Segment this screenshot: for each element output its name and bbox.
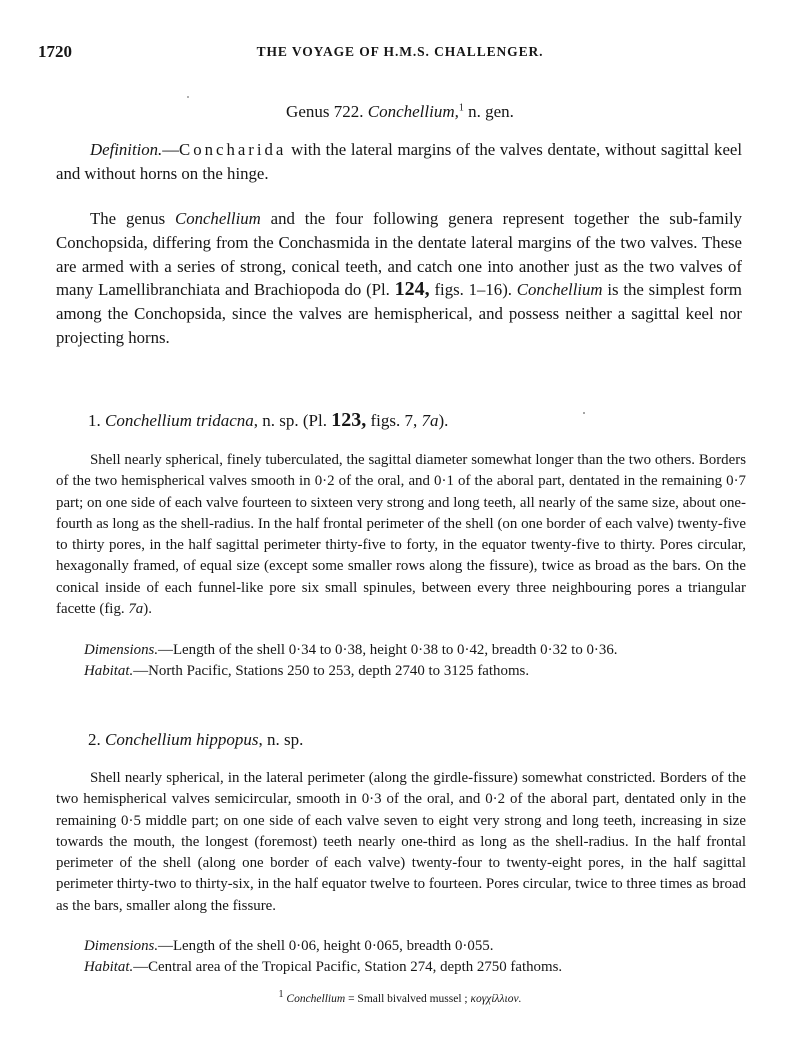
footnote: $^1$ Conchellium = Small bivalved mussel ; κογχίλλιον. [278,989,522,1005]
species-1-habitat: Habitat.—North Pacific, Stations 250 to 253, depth 2740 to 3125 fathoms. [84,663,530,679]
running-title: THE VOYAGE OF H.M.S. CHALLENGER. [256,44,544,59]
family-name: Concharida [179,140,287,159]
species-2-description: Shell nearly spherical, in the lateral perimeter (along the girdle-fissure) somewhat constricted. Borders of the two hemispherical valves semicircular, smooth in 0·3 of the oral, and 0·2 of the aboral part, dentated only in the remaining 0·5 middle part; on one side of each valve seven to eight very strong and long teeth, increasing in size towards the mouth, the longest (foremost) teeth nearly one-third as long as the shell-radius. In the half frontal perimeter of the shell (along one border of each valve) twenty-four to twenty-eight pores, in the half sagittal perimeter thirty-two to thirty-six, in the half equator twelve to fourteen. Pores circular, twice to three times as broad as the bars, smaller along the fissure. [56,770,746,914]
greek-term: κογχίλλιον. [470,992,522,1005]
genus-name: Conchellium, [367,102,459,121]
print-speck [187,96,189,98]
species-2-dimensions: Dimensions.—Length of the shell 0·06, height 0·065, breadth 0·055. [84,938,494,954]
species-1-description: Shell nearly spherical, finely tuberculated, the sagittal diameter somewhat longer than the two others. Borders of the two hemispherical valves smooth in 0·2 of the oral, and 0·1 of the aboral part, dentated in the remaining 0·7 part; on one side of each valve fourteen to sixteen very strong and long teeth, all nearly of the same size, about one-fourth as long as the shell-radius. In the half frontal perimeter of the shell (on one border of each valve) twenty-five to thirty pores, in the half sagittal perimeter thirty-five to forty, in the equator twenty-five to thirty. Pores circular, hexagonally framed, of equal size (except some smaller rows along the fissure), twice as broad as the bars. On the conical inside of each funnel-like pore six small spinules, between every three neighbouring pores a triangular facette (fig. 7a). [56,452,746,618]
dimensions-label: Dimensions. [84,938,159,954]
definition-label: Definition. [90,140,163,159]
dimensions-label: Dimensions. [84,642,159,658]
habitat-label: Habitat. [84,959,134,975]
page-number: 1720 [38,42,72,61]
plate-number: 123, [331,409,367,431]
plate-number: 124, [394,278,430,301]
species-1-dimensions: Dimensions.—Length of the shell 0·34 to 0·38, height 0·38 to 0·42, breadth 0·32 to 0·36. [84,642,618,658]
print-speck [583,412,585,414]
definition-paragraph: Definition.—Concharida with the lateral margins of the valves dentate, without sagittal keel and without horns on the hinge. [56,140,742,183]
species-name: Conchellium hippopus [105,730,259,749]
habitat-label: Habitat. [84,663,134,679]
footnote-ref: 1 [458,102,464,114]
genus-description: The genus Conchellium and the four following genera represent together the sub-family Conchopsida, differing from the Conchasmida in the dentate lateral margins of the two valves. These are armed with a series of strong, conical teeth, and catch one into another just as the two valves of many Lamellibranchiata and Brachiopoda do (Pl. 124, figs. 1–16). Conchellium is the simplest form among the Conchopsida, since the valves are hemispherical, and possess neither a sagittal keel nor projecting horns. [56,209,742,347]
species-heading-2: 2. Conchellium hippopus, n. sp. [88,730,304,749]
species-2-habitat: Habitat.—Central area of the Tropical Pacific, Station 274, depth 2750 fathoms. [84,959,563,975]
species-name: Conchellium tridacna [105,411,254,430]
page-header [38,42,762,66]
footnote-term: Conchellium [286,992,346,1005]
species-heading-1: 1. Conchellium tridacna, n. sp. (Pl. 123, figs. 7, 7a). [88,409,449,431]
genus-heading: Genus 722. Conchellium,$^1$ n. gen. [286,102,514,121]
